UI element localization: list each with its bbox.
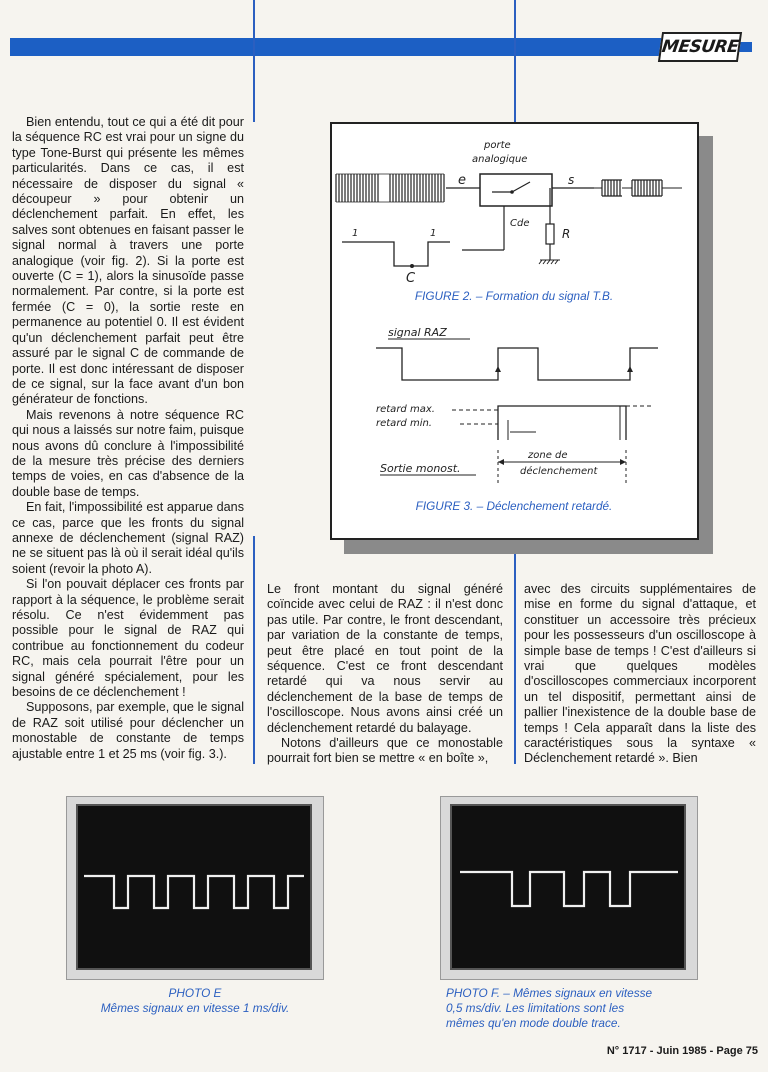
- input-burst-waveform: [336, 174, 444, 202]
- column-rule-2: [514, 536, 516, 764]
- figure-diagram: [332, 124, 697, 538]
- figure-box: [330, 122, 699, 540]
- paragraph: Le front montant du signal généré coïncide avec celui de RAZ : il n'est donc pas utile. Par contre, le front descendant, par variation de la constante de temps, peut être placé en tout point de la séquence. C'est ce front descendant retardé qui va nous servir au déclenchement de la base de temps de l'oscilloscope. Nous avons ainsi créé un déclenchement retardé du balayage.: [267, 582, 503, 735]
- column-rule-top-2: [514, 0, 516, 122]
- paragraph: Si l'on pouvait déplacer ces fronts par rapport à la séquence, le problème serait résolu. Ce n'est évidemment pas possible pour le signal de RAZ qui contribue au fonctionnement du codeur RC, mais cela pourrait l'être pour un signal généré spécialement, pour les besoins de ce déclenchement !: [12, 577, 244, 700]
- label-retard-max: retard max.: [376, 404, 435, 415]
- photo-f-title: PHOTO F. – Mêmes signaux en vitesse: [446, 986, 653, 1000]
- label-r: R: [562, 227, 571, 241]
- gate-node: [510, 190, 514, 194]
- output-burst-waveform: [594, 180, 682, 196]
- label-one-b: 1: [430, 228, 437, 239]
- gate-switch: [512, 182, 530, 192]
- column-2: [267, 582, 503, 767]
- label-sortie: Sortie monost.: [380, 462, 461, 475]
- photo-e-caption: [60, 986, 330, 1016]
- paragraph: Mais revenons à notre séquence RC qui nous a laissés sur notre faim, puisque nous avons dû conclure à l'impossibilité de la mesure très précise des derniers temps de voies, en cas d'absence de la double base de temps.: [12, 407, 244, 499]
- ground-icon: [539, 260, 560, 264]
- photo-f-caption: [446, 986, 692, 1031]
- label-c: C: [406, 271, 416, 286]
- control-signal-c: [342, 242, 450, 266]
- photo-f-line3: mêmes qu'en mode double trace.: [446, 1016, 621, 1030]
- label-signal-raz: signal RAZ: [388, 326, 447, 339]
- column-rule-1: [253, 536, 255, 764]
- resistor: [546, 224, 554, 244]
- label-one-a: 1: [352, 228, 359, 239]
- page-footer: N° 1717 - Juin 1985 - Page 75: [606, 1045, 758, 1057]
- photo-e-text: Mêmes signaux en vitesse 1 ms/div.: [100, 1001, 290, 1015]
- photo-f-trace: [452, 806, 684, 968]
- figure3-caption: FIGURE 3. – Déclenchement retardé.: [415, 499, 613, 513]
- label-porte: porte: [484, 140, 511, 151]
- raz-edge-arrows: [495, 366, 633, 372]
- figure2-caption: FIGURE 2. – Formation du signal T.B.: [414, 289, 614, 303]
- paragraph: Bien entendu, tout ce qui a été dit pour la séquence RC est vrai pour un signe du type Tone-Burst qui présente les mêmes particularités. Dans ce cas, il est nécessaire de disposer du signal « découpeur » pour obtenir un déclenchement parfait. En effet, les salves sont obtenues en faisant passer le signal normal à travers une porte analogique (voir fig. 2). Si la porte est ouverte (C = 1), alors la sinusoïde passe normalement. Par contre, si la porte est fermée (C = 0), la sortie reste en permanence au potentiel 0. Il est évident qu'un déclenchement parfait peut être assuré par le signal C de commande de porte. Il est donc intéressant de disposer de ce signal, sur la face avant d'un bon générateur de fonctions.: [12, 115, 244, 407]
- label-e: e: [458, 173, 466, 188]
- photo-f-line2: 0,5 ms/div. Les limitations sont les: [446, 1001, 625, 1015]
- column-rule-top-1: [253, 0, 255, 122]
- section-label: MESURE: [658, 32, 742, 62]
- label-retard-min: retard min.: [376, 418, 432, 429]
- control-point: [410, 264, 414, 268]
- paragraph: En fait, l'impossibilité est apparue dans ce cas, parce que les fronts du signal annexe de déclenchement (signal RAZ) ne se situent pas là où il serait idéal qu'ils soient (revoir la photo A).: [12, 500, 244, 576]
- pulse-variants: [508, 406, 620, 440]
- paragraph: avec des circuits supplémentaires de mise en forme du signal d'attaque, et constituer un accessoire très précieux pour les possesseurs d'un oscilloscope à simple base de temps ! C'est d'ailleurs si vrai que quelques modèles d'oscilloscopes commerciaux incorporent un tel dispositif, permettant ainsi de pallier l'inexistence de la double base de temps ! Cela apparaît dans la liste des caractéristiques sous la syntaxe « Déclenchement retardé ». Bien: [524, 582, 756, 766]
- raz-signal: [376, 348, 658, 380]
- label-declenchement: déclenchement: [520, 466, 598, 477]
- paragraph: Notons d'ailleurs que ce monostable pourrait fort bien se mettre « en boîte »,: [267, 736, 503, 766]
- monostable-pulse: [498, 406, 626, 440]
- photo-e-trace: [78, 806, 310, 968]
- photo-e-title: PHOTO E: [168, 986, 222, 1000]
- paragraph: Supposons, par exemple, que le signal de RAZ soit utilisé pour déclencher un monostable de constante de temps ajustable entre 1 et 25 ms (voir fig. 3.).: [12, 700, 244, 761]
- label-s: s: [568, 173, 575, 187]
- column-1: [12, 115, 244, 762]
- photo-e-screen: [76, 804, 312, 970]
- column-3: [524, 582, 756, 767]
- photo-f-screen: [450, 804, 686, 970]
- header-bar: [10, 38, 662, 56]
- label-cde: Cde: [510, 218, 530, 229]
- label-analogique: analogique: [472, 154, 528, 165]
- label-zone: zone de: [528, 450, 568, 461]
